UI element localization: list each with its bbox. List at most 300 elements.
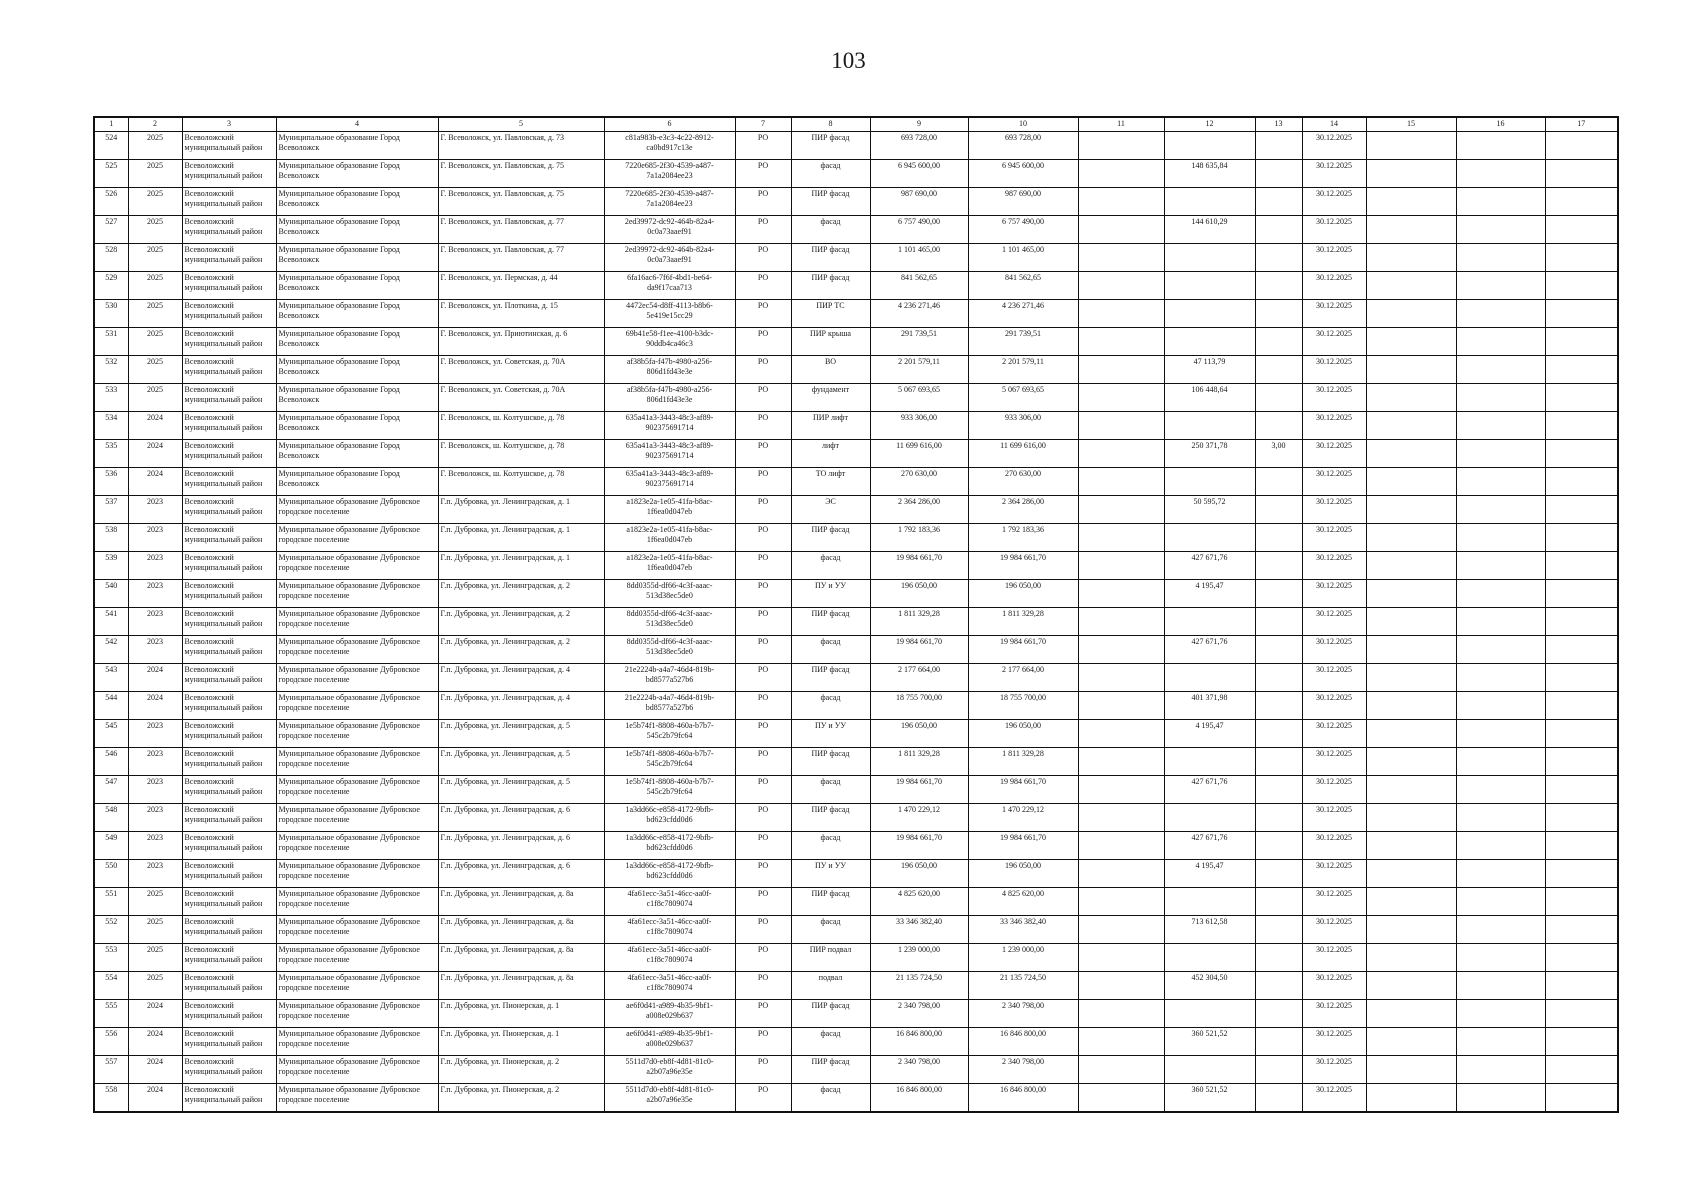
cell-deadline: 30.12.2025 (1302, 664, 1366, 692)
cell-year: 2024 (128, 412, 182, 440)
cell-col-16 (1456, 1056, 1545, 1084)
cell-col-17 (1545, 300, 1618, 328)
cell-col-16 (1456, 608, 1545, 636)
cell-operator: РО (735, 1028, 791, 1056)
cell-col-12 (1164, 664, 1255, 692)
cell-district: Всеволожский муниципальный район (182, 972, 276, 1000)
cell-house-guid: 21e2224b-a4a7-46d4-819b-bd8577a527b6 (604, 692, 735, 720)
cell-deadline: 30.12.2025 (1302, 692, 1366, 720)
cell-cost-total: 4 825 620,00 (870, 888, 968, 916)
cell-deadline: 30.12.2025 (1302, 720, 1366, 748)
cell-district: Всеволожский муниципальный район (182, 244, 276, 272)
cell-work-type: ПИР крыша (791, 328, 870, 356)
table-row (94, 468, 1618, 496)
cell-col-16 (1456, 496, 1545, 524)
cell-col-15 (1366, 552, 1456, 580)
cell-col-15 (1366, 1028, 1456, 1056)
cell-address: Г. Всеволожск, ул. Приютинская, д. 6 (438, 328, 604, 356)
cell-col-17 (1545, 132, 1618, 160)
cell-col-11 (1078, 636, 1164, 664)
cell-house-guid: 2ed39972-dc92-464b-82a4-0c0a73aaef91 (604, 244, 735, 272)
cell-col-13 (1255, 272, 1302, 300)
cell-cost-fund: 1 811 329,28 (968, 608, 1078, 636)
table-row (94, 356, 1618, 384)
cell-operator: РО (735, 468, 791, 496)
cell-cost-total: 2 340 798,00 (870, 1000, 968, 1028)
cell-house-guid: 7220e685-2f30-4539-a487-7a1a2084ee23 (604, 188, 735, 216)
cell-year: 2024 (128, 440, 182, 468)
cell-col-13 (1255, 132, 1302, 160)
cell-district: Всеволожский муниципальный район (182, 664, 276, 692)
cell-col-13 (1255, 244, 1302, 272)
cell-col-13 (1255, 160, 1302, 188)
cell-operator: РО (735, 608, 791, 636)
cell-year: 2023 (128, 552, 182, 580)
cell-row-number: 534 (94, 412, 128, 440)
cell-deadline: 30.12.2025 (1302, 1028, 1366, 1056)
cell-col-12: 250 371,78 (1164, 440, 1255, 468)
table-row (94, 524, 1618, 552)
cell-year: 2023 (128, 776, 182, 804)
cell-col-16 (1456, 748, 1545, 776)
cell-year: 2025 (128, 356, 182, 384)
table-row (94, 748, 1618, 776)
cell-cost-total: 1 811 329,28 (870, 748, 968, 776)
cell-year: 2025 (128, 328, 182, 356)
cell-col-15 (1366, 384, 1456, 412)
table-row (94, 608, 1618, 636)
table-row (94, 860, 1618, 888)
cell-operator: РО (735, 860, 791, 888)
cell-deadline: 30.12.2025 (1302, 496, 1366, 524)
cell-year: 2025 (128, 384, 182, 412)
cell-cost-total: 270 630,00 (870, 468, 968, 496)
cell-house-guid: ae6f0d41-a989-4b35-9bf1-a008e029b637 (604, 1028, 735, 1056)
table-row (94, 804, 1618, 832)
cell-operator: РО (735, 748, 791, 776)
cell-deadline: 30.12.2025 (1302, 328, 1366, 356)
cell-col-13 (1255, 188, 1302, 216)
table-row (94, 244, 1618, 272)
cell-col-13 (1255, 384, 1302, 412)
cell-col-17 (1545, 944, 1618, 972)
cell-deadline: 30.12.2025 (1302, 832, 1366, 860)
cell-col-15 (1366, 916, 1456, 944)
cell-row-number: 553 (94, 944, 128, 972)
cell-col-13 (1255, 860, 1302, 888)
cell-col-12 (1164, 132, 1255, 160)
table-row (94, 188, 1618, 216)
cell-row-number: 543 (94, 664, 128, 692)
cell-address: Г.п. Дубровка, ул. Ленинградская, д. 8а (438, 972, 604, 1000)
table-row (94, 440, 1618, 468)
cell-col-11 (1078, 244, 1164, 272)
table-row (94, 944, 1618, 972)
cell-row-number: 552 (94, 916, 128, 944)
cell-cost-total: 6 945 600,00 (870, 160, 968, 188)
cell-row-number: 545 (94, 720, 128, 748)
cell-cost-total: 841 562,65 (870, 272, 968, 300)
cell-cost-fund: 5 067 693,65 (968, 384, 1078, 412)
cell-col-16 (1456, 1028, 1545, 1056)
cell-col-11 (1078, 496, 1164, 524)
cell-cost-fund: 1 792 183,36 (968, 524, 1078, 552)
cell-year: 2025 (128, 272, 182, 300)
cell-district: Всеволожский муниципальный район (182, 832, 276, 860)
cell-cost-fund: 1 811 329,28 (968, 748, 1078, 776)
cell-year: 2023 (128, 832, 182, 860)
cell-col-13 (1255, 944, 1302, 972)
cell-address: Г.п. Дубровка, ул. Ленинградская, д. 6 (438, 860, 604, 888)
cell-col-11 (1078, 300, 1164, 328)
cell-address: Г.п. Дубровка, ул. Ленинградская, д. 6 (438, 804, 604, 832)
cell-year: 2023 (128, 496, 182, 524)
cell-col-16 (1456, 888, 1545, 916)
cell-municipality: Муниципальное образование Дубровское городское поселение (276, 524, 438, 552)
cell-house-guid: a1823e2a-1e05-41fa-b8ac-1f6ea0d047eb (604, 496, 735, 524)
cell-cost-total: 2 364 286,00 (870, 496, 968, 524)
cell-col-16 (1456, 300, 1545, 328)
cell-col-11 (1078, 412, 1164, 440)
table-row (94, 1056, 1618, 1084)
cell-house-guid: 4472ec54-d8ff-4113-b8b6-5e419e15cc29 (604, 300, 735, 328)
table-row (94, 328, 1618, 356)
cell-col-15 (1366, 216, 1456, 244)
cell-operator: РО (735, 244, 791, 272)
cell-deadline: 30.12.2025 (1302, 384, 1366, 412)
cell-municipality: Муниципальное образование Город Всеволожск (276, 160, 438, 188)
cell-house-guid: af38b5fa-f47b-4980-a256-806d1fd43e3e (604, 384, 735, 412)
cell-year: 2025 (128, 888, 182, 916)
cell-district: Всеволожский муниципальный район (182, 300, 276, 328)
cell-district: Всеволожский муниципальный район (182, 608, 276, 636)
cell-col-15 (1366, 132, 1456, 160)
cell-col-17 (1545, 1028, 1618, 1056)
cell-municipality: Муниципальное образование Город Всеволожск (276, 384, 438, 412)
cell-cost-total: 16 846 800,00 (870, 1084, 968, 1112)
cell-deadline: 30.12.2025 (1302, 1056, 1366, 1084)
table-row (94, 888, 1618, 916)
cell-cost-fund: 2 364 286,00 (968, 496, 1078, 524)
cell-col-15 (1366, 692, 1456, 720)
cell-col-17 (1545, 384, 1618, 412)
cell-col-12 (1164, 608, 1255, 636)
cell-year: 2023 (128, 636, 182, 664)
cell-col-17 (1545, 1056, 1618, 1084)
cell-col-11 (1078, 832, 1164, 860)
cell-col-11 (1078, 720, 1164, 748)
cell-municipality: Муниципальное образование Дубровское городское поселение (276, 664, 438, 692)
cell-house-guid: 8dd0355d-df66-4c3f-aaac-513d38ec5de0 (604, 580, 735, 608)
cell-col-16 (1456, 636, 1545, 664)
cell-deadline: 30.12.2025 (1302, 216, 1366, 244)
cell-year: 2024 (128, 1084, 182, 1112)
cell-house-guid: c81a983b-e3c3-4c22-8912-ca0bd917c13e (604, 132, 735, 160)
cell-deadline: 30.12.2025 (1302, 160, 1366, 188)
cell-municipality: Муниципальное образование Дубровское городское поселение (276, 1056, 438, 1084)
cell-col-13 (1255, 608, 1302, 636)
cell-row-number: 548 (94, 804, 128, 832)
cell-col-17 (1545, 664, 1618, 692)
cell-row-number: 551 (94, 888, 128, 916)
cell-operator: РО (735, 832, 791, 860)
cell-col-12: 713 612,58 (1164, 916, 1255, 944)
cell-year: 2025 (128, 244, 182, 272)
cell-col-12 (1164, 244, 1255, 272)
cell-house-guid: 635a41a3-3443-48c3-af89-902375691714 (604, 412, 735, 440)
cell-col-12: 148 635,84 (1164, 160, 1255, 188)
column-header-1: 1 (94, 117, 128, 132)
table-row (94, 216, 1618, 244)
cell-house-guid: 1a3dd66c-e858-4172-9bfb-bd623cfdd0d6 (604, 804, 735, 832)
cell-municipality: Муниципальное образование Дубровское городское поселение (276, 1028, 438, 1056)
cell-col-13 (1255, 804, 1302, 832)
cell-col-16 (1456, 972, 1545, 1000)
column-header-17: 17 (1545, 117, 1618, 132)
cell-col-11 (1078, 216, 1164, 244)
cell-municipality: Муниципальное образование Дубровское городское поселение (276, 496, 438, 524)
cell-operator: РО (735, 804, 791, 832)
cell-col-12: 50 595,72 (1164, 496, 1255, 524)
cell-row-number: 540 (94, 580, 128, 608)
cell-col-15 (1366, 944, 1456, 972)
cell-row-number: 557 (94, 1056, 128, 1084)
cell-address: Г.п. Дубровка, ул. Ленинградская, д. 4 (438, 692, 604, 720)
cell-col-16 (1456, 412, 1545, 440)
table-row (94, 664, 1618, 692)
cell-address: Г.п. Дубровка, ул. Ленинградская, д. 8а (438, 888, 604, 916)
cell-cost-fund: 19 984 661,70 (968, 832, 1078, 860)
cell-operator: РО (735, 384, 791, 412)
cell-cost-fund: 4 236 271,46 (968, 300, 1078, 328)
cell-col-11 (1078, 1056, 1164, 1084)
cell-col-11 (1078, 804, 1164, 832)
cell-col-16 (1456, 328, 1545, 356)
cell-house-guid: 635a41a3-3443-48c3-af89-902375691714 (604, 440, 735, 468)
cell-address: Г. Всеволожск, ул. Павловская, д. 75 (438, 188, 604, 216)
cell-col-17 (1545, 608, 1618, 636)
cell-col-12: 47 113,79 (1164, 356, 1255, 384)
cell-col-15 (1366, 888, 1456, 916)
cell-operator: РО (735, 160, 791, 188)
cell-deadline: 30.12.2025 (1302, 272, 1366, 300)
cell-col-15 (1366, 860, 1456, 888)
cell-operator: РО (735, 552, 791, 580)
cell-deadline: 30.12.2025 (1302, 440, 1366, 468)
cell-col-13 (1255, 468, 1302, 496)
cell-address: Г. Всеволожск, ш. Колтушское, д. 78 (438, 412, 604, 440)
cell-work-type: фасад (791, 832, 870, 860)
cell-cost-total: 987 690,00 (870, 188, 968, 216)
register-table-container (93, 116, 1617, 1113)
cell-district: Всеволожский муниципальный район (182, 1056, 276, 1084)
column-header-9: 9 (870, 117, 968, 132)
cell-operator: РО (735, 664, 791, 692)
cell-district: Всеволожский муниципальный район (182, 1000, 276, 1028)
cell-municipality: Муниципальное образование Дубровское городское поселение (276, 720, 438, 748)
cell-cost-fund: 16 846 800,00 (968, 1028, 1078, 1056)
cell-work-type: ПУ и УУ (791, 860, 870, 888)
table-header-row (94, 117, 1618, 132)
cell-district: Всеволожский муниципальный район (182, 916, 276, 944)
cell-col-15 (1366, 440, 1456, 468)
cell-row-number: 539 (94, 552, 128, 580)
cell-col-11 (1078, 580, 1164, 608)
cell-col-17 (1545, 356, 1618, 384)
cell-municipality: Муниципальное образование Дубровское городское поселение (276, 832, 438, 860)
cell-col-11 (1078, 1000, 1164, 1028)
cell-district: Всеволожский муниципальный район (182, 748, 276, 776)
cell-col-11 (1078, 440, 1164, 468)
cell-col-12 (1164, 804, 1255, 832)
cell-address: Г. Всеволожск, ул. Павловская, д. 73 (438, 132, 604, 160)
cell-col-15 (1366, 1000, 1456, 1028)
cell-cost-total: 21 135 724,50 (870, 972, 968, 1000)
cell-house-guid: 5511d7d0-eb8f-4d81-81c0-a2b07a96e35e (604, 1056, 735, 1084)
cell-municipality: Муниципальное образование Дубровское городское поселение (276, 608, 438, 636)
cell-district: Всеволожский муниципальный район (182, 804, 276, 832)
cell-col-15 (1366, 720, 1456, 748)
column-header-10: 10 (968, 117, 1078, 132)
column-header-12: 12 (1164, 117, 1255, 132)
cell-col-16 (1456, 524, 1545, 552)
cell-col-16 (1456, 860, 1545, 888)
cell-municipality: Муниципальное образование Дубровское городское поселение (276, 916, 438, 944)
cell-cost-total: 19 984 661,70 (870, 552, 968, 580)
cell-address: Г. Всеволожск, ул. Советская, д. 70А (438, 384, 604, 412)
cell-col-11 (1078, 328, 1164, 356)
cell-col-17 (1545, 272, 1618, 300)
cell-municipality: Муниципальное образование Город Всеволожск (276, 216, 438, 244)
table-row (94, 496, 1618, 524)
cell-district: Всеволожский муниципальный район (182, 860, 276, 888)
table-row (94, 1000, 1618, 1028)
cell-work-type: ПИР ТС (791, 300, 870, 328)
cell-row-number: 527 (94, 216, 128, 244)
cell-deadline: 30.12.2025 (1302, 748, 1366, 776)
cell-col-17 (1545, 748, 1618, 776)
cell-col-16 (1456, 720, 1545, 748)
cell-address: Г. Всеволожск, ш. Колтушское, д. 78 (438, 440, 604, 468)
cell-district: Всеволожский муниципальный район (182, 552, 276, 580)
cell-col-16 (1456, 916, 1545, 944)
page-number: 103 (831, 48, 866, 73)
cell-cost-fund: 270 630,00 (968, 468, 1078, 496)
cell-cost-total: 16 846 800,00 (870, 1028, 968, 1056)
cell-district: Всеволожский муниципальный район (182, 580, 276, 608)
cell-col-16 (1456, 944, 1545, 972)
cell-col-11 (1078, 776, 1164, 804)
cell-col-16 (1456, 832, 1545, 860)
cell-col-13 (1255, 552, 1302, 580)
cell-deadline: 30.12.2025 (1302, 972, 1366, 1000)
column-header-13: 13 (1255, 117, 1302, 132)
cell-col-17 (1545, 524, 1618, 552)
cell-work-type: ВО (791, 356, 870, 384)
cell-operator: РО (735, 888, 791, 916)
cell-cost-fund: 291 739,51 (968, 328, 1078, 356)
cell-municipality: Муниципальное образование Город Всеволожск (276, 188, 438, 216)
cell-district: Всеволожский муниципальный район (182, 216, 276, 244)
cell-col-12 (1164, 524, 1255, 552)
cell-work-type: фасад (791, 636, 870, 664)
cell-col-11 (1078, 692, 1164, 720)
cell-deadline: 30.12.2025 (1302, 916, 1366, 944)
column-header-16: 16 (1456, 117, 1545, 132)
cell-col-11 (1078, 748, 1164, 776)
cell-col-13 (1255, 972, 1302, 1000)
cell-col-11 (1078, 944, 1164, 972)
cell-row-number: 546 (94, 748, 128, 776)
cell-operator: РО (735, 1084, 791, 1112)
cell-work-type: ПИР лифт (791, 412, 870, 440)
cell-col-11 (1078, 160, 1164, 188)
cell-address: Г. Всеволожск, ул. Плоткина, д. 15 (438, 300, 604, 328)
register-table (93, 116, 1619, 1113)
cell-year: 2025 (128, 944, 182, 972)
table-row (94, 720, 1618, 748)
cell-municipality: Муниципальное образование Город Всеволожск (276, 356, 438, 384)
cell-address: Г.п. Дубровка, ул. Ленинградская, д. 8а (438, 944, 604, 972)
cell-address: Г. Всеволожск, ш. Колтушское, д. 78 (438, 468, 604, 496)
cell-deadline: 30.12.2025 (1302, 608, 1366, 636)
cell-cost-fund: 6 945 600,00 (968, 160, 1078, 188)
cell-district: Всеволожский муниципальный район (182, 1084, 276, 1112)
cell-district: Всеволожский муниципальный район (182, 496, 276, 524)
cell-district: Всеволожский муниципальный район (182, 412, 276, 440)
cell-cost-total: 291 739,51 (870, 328, 968, 356)
cell-col-17 (1545, 1000, 1618, 1028)
cell-col-11 (1078, 1028, 1164, 1056)
cell-col-15 (1366, 272, 1456, 300)
cell-address: Г.п. Дубровка, ул. Пионерская, д. 2 (438, 1084, 604, 1112)
cell-col-13 (1255, 776, 1302, 804)
cell-col-15 (1366, 580, 1456, 608)
cell-col-15 (1366, 972, 1456, 1000)
cell-col-11 (1078, 1084, 1164, 1112)
cell-district: Всеволожский муниципальный район (182, 272, 276, 300)
cell-cost-total: 5 067 693,65 (870, 384, 968, 412)
cell-house-guid: 1e5b74f1-8808-460a-b7b7-545c2b79fc64 (604, 748, 735, 776)
table-row (94, 832, 1618, 860)
table-row (94, 412, 1618, 440)
cell-row-number: 544 (94, 692, 128, 720)
cell-col-12: 144 610,29 (1164, 216, 1255, 244)
cell-municipality: Муниципальное образование Дубровское городское поселение (276, 748, 438, 776)
cell-cost-fund: 2 177 664,00 (968, 664, 1078, 692)
cell-municipality: Муниципальное образование Дубровское городское поселение (276, 972, 438, 1000)
cell-year: 2023 (128, 580, 182, 608)
cell-operator: РО (735, 496, 791, 524)
cell-col-13 (1255, 748, 1302, 776)
cell-cost-total: 2 340 798,00 (870, 1056, 968, 1084)
cell-year: 2024 (128, 1056, 182, 1084)
cell-year: 2025 (128, 160, 182, 188)
cell-col-12 (1164, 468, 1255, 496)
cell-address: Г.п. Дубровка, ул. Ленинградская, д. 6 (438, 832, 604, 860)
cell-row-number: 531 (94, 328, 128, 356)
cell-row-number: 554 (94, 972, 128, 1000)
cell-operator: РО (735, 1056, 791, 1084)
cell-district: Всеволожский муниципальный район (182, 356, 276, 384)
cell-address: Г. Всеволожск, ул. Пермская, д. 44 (438, 272, 604, 300)
cell-cost-total: 2 177 664,00 (870, 664, 968, 692)
cell-address: Г.п. Дубровка, ул. Ленинградская, д. 4 (438, 664, 604, 692)
cell-col-15 (1366, 160, 1456, 188)
cell-col-16 (1456, 664, 1545, 692)
cell-col-12 (1164, 328, 1255, 356)
cell-col-13 (1255, 916, 1302, 944)
